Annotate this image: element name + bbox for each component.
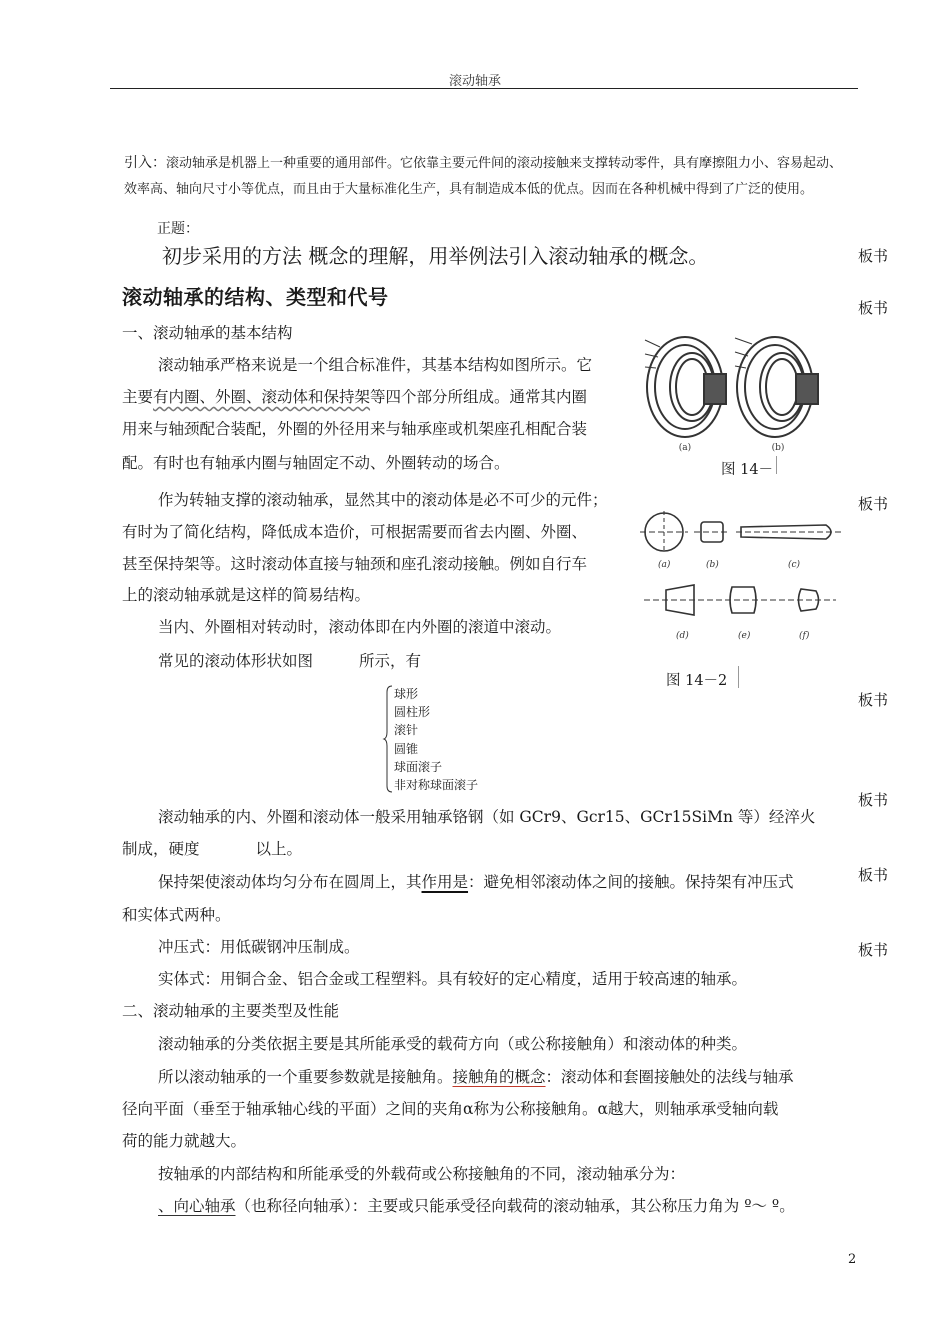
p1-line-2	[122, 385, 587, 407]
p5-line-2-pre: 制成，硬度	[122, 840, 200, 858]
zhengti-label: 正题：	[157, 221, 199, 237]
header-rule	[110, 88, 858, 89]
margin-note: 板书	[858, 866, 889, 884]
section-title: 滚动轴承的结构、类型和代号	[122, 285, 389, 309]
p7: 冲压式：用低碳钢冲压制成。	[158, 938, 360, 956]
p12	[158, 1194, 795, 1216]
p3: 当内、外圈相对转动时，滚动体即在内外圈的滚道中滚动。	[158, 618, 562, 636]
p2-line-3: 甚至保持架等。这时滚动体直接与轴颈和座孔滚动接触。例如自行车	[122, 555, 588, 573]
p1-line-4: 配。有时也有轴承内圈与轴固定不动、外圈转动的场合。	[122, 454, 510, 472]
roller-type-ball: 球形	[394, 687, 419, 701]
p2-line-1: 作为转轴支撑的滚动轴承，显然其中的滚动体是必不可少的元件；	[158, 491, 608, 509]
p8: 实体式：用铜合金、铝合金或工程塑料。具有较好的定心精度，适用于较高速的轴承。	[158, 970, 748, 988]
caption-bar	[776, 456, 777, 474]
p6-post: ：避免相邻滚动体之间的接触。保持架有冲压式	[468, 873, 794, 891]
lead-sentence: 初步采用的方法 概念的理解，用举例法引入滚动轴承的概念。	[162, 244, 709, 268]
p6-line-1	[158, 870, 794, 892]
p5-line-2	[122, 837, 302, 859]
p6-pre: 保持架使滚动体均匀分布在圆周上，其	[158, 873, 422, 891]
p4	[158, 649, 421, 671]
intro-paragraph	[124, 150, 852, 203]
fig2-label-d: (d)	[676, 631, 689, 641]
figure-14-2-rolling-elements	[636, 505, 846, 645]
figure-14-1-bearings	[640, 332, 840, 452]
roller-type-tapered: 圆锥	[394, 742, 419, 756]
fig2-label-c: (c)	[788, 560, 801, 570]
intro-text: 滚动轴承是机器上一种重要的通用部件。它依靠主要元件间的滚动接触来支撑转动零件，具有摩擦阻力小、容易起动、效率高、轴向尺寸小等优点，而且由于大量标准化生产，具有制造成本低的优点。因而在各种机械中得到了广泛的使用。	[124, 156, 843, 197]
figure-14-2-caption: 图 14－2	[666, 673, 728, 689]
roller-type-needle: 滚针	[394, 723, 419, 737]
p2-line-2: 有时为了简化结构，降低成本造价，可根据需要而省去内圈、外圈、	[122, 523, 588, 541]
components-highlight: 有内圈、外圈、滚动体和保持架	[153, 388, 371, 406]
page-number: 2	[848, 1252, 857, 1267]
p10-line-2: 径向平面（垂至于轴承轴心线的平面）之间的夹角α称为公称接触角。α越大，则轴承承受轴向载	[122, 1100, 779, 1118]
function-highlight: 作用是	[421, 873, 469, 891]
p4-pre: 常见的滚动体形状如图	[158, 652, 314, 670]
margin-note: 板书	[858, 941, 889, 959]
margin-note: 板书	[858, 791, 889, 809]
intro-label: 引入：	[124, 155, 166, 171]
p10-line-3: 荷的能力就越大。	[122, 1132, 247, 1150]
p10-post: ：滚动体和套圈接触处的法线与轴承	[545, 1068, 794, 1086]
roller-type-cylindrical: 圆柱形	[394, 705, 431, 719]
margin-note: 板书	[858, 691, 889, 709]
contact-angle-highlight: 接触角的概念	[452, 1068, 546, 1086]
roller-type-asymmetric-spherical: 非对称球面滚子	[394, 778, 479, 792]
p5-line-1: 滚动轴承的内、外圈和滚动体一般采用轴承铬钢（如 GCr9、Gcr15、GCr15SiMn 等）经淬火	[158, 808, 816, 826]
figure-14-1-caption: 图 14－	[721, 462, 774, 478]
margin-note: 板书	[858, 299, 889, 317]
p5-line-2-post: 以上。	[255, 840, 303, 858]
margin-note: 板书	[858, 495, 889, 513]
fig2-label-e: (e)	[738, 631, 751, 641]
fig2-label-a: (a)	[658, 560, 671, 570]
p12-post: （也称径向轴承）：主要或只能承受径向载荷的滚动轴承，其公称压力角为 º～ º。	[235, 1197, 795, 1215]
section-2-title: 二、滚动轴承的主要类型及性能	[122, 1002, 340, 1020]
p10-pre: 所以滚动轴承的一个重要参数就是接触角。	[158, 1068, 453, 1086]
fig1-label-b: (b)	[771, 443, 785, 453]
brace-icon	[384, 684, 394, 794]
running-header: 滚动轴承	[448, 74, 501, 89]
p1-line-2-pre: 主要	[122, 388, 154, 406]
margin-note: 板书	[858, 247, 889, 265]
p10-line-1	[158, 1065, 794, 1087]
fig2-label-b: (b)	[706, 560, 719, 570]
fig1-label-a: (a)	[678, 443, 692, 453]
p2-line-4: 上的滚动轴承就是这样的简易结构。	[122, 586, 371, 604]
p1-line-3: 用来与轴颈配合装配，外圈的外径用来与轴承座或机架座孔相配合装	[122, 420, 588, 438]
section-1-title: 一、滚动轴承的基本结构	[122, 324, 293, 342]
p6-line-2: 和实体式两种。	[122, 906, 231, 924]
p1-line-1: 滚动轴承严格来说是一个组合标准件，其基本结构如图所示。它	[158, 356, 593, 374]
p11: 按轴承的内部结构和所能承受的外载荷或公称接触角的不同，滚动轴承分为：	[158, 1165, 686, 1183]
p9: 滚动轴承的分类依据主要是其所能承受的载荷方向（或公称接触角）和滚动体的种类。	[158, 1035, 748, 1053]
radial-bearing-highlight: 、向心轴承	[158, 1197, 236, 1215]
roller-type-spherical: 球面滚子	[394, 760, 443, 774]
caption-bar	[738, 666, 739, 688]
p4-post: 所示，有	[359, 652, 422, 670]
fig2-label-f: (f)	[799, 631, 810, 641]
p1-line-2-post: 等四个部分所组成。通常其内圈	[370, 388, 588, 406]
